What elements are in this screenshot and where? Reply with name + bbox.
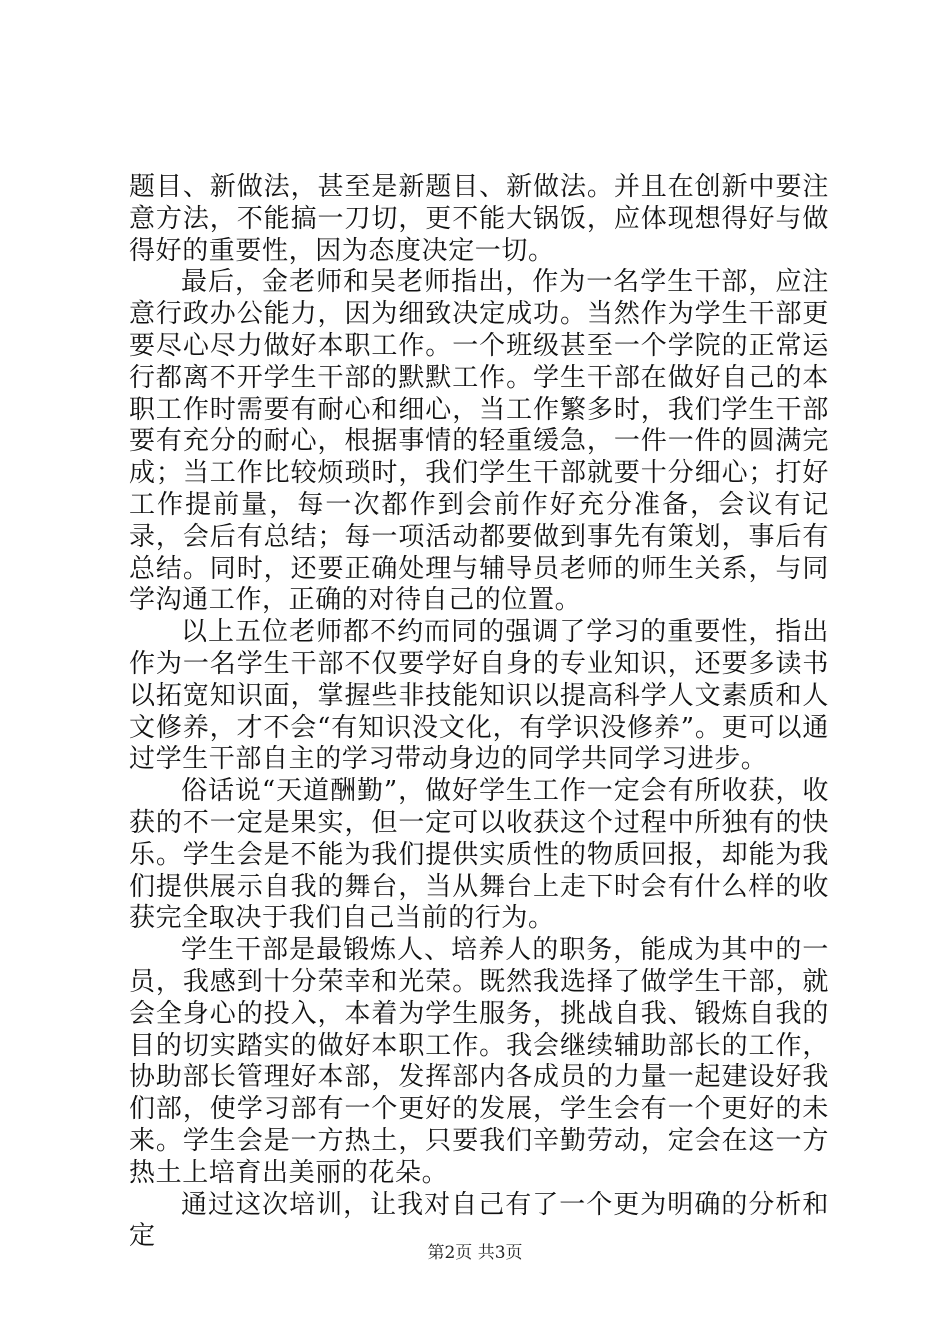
- paragraph: 学生干部是最锻炼人、培养人的职务，能成为其中的一员，我感到十分荣幸和光荣。既然我选择了做学生干部，就会全身心的投入，本着为学生服务，挑战自我、锻炼自我的目的切实踏实的做好本职工作。我会继续辅助部长的工作，协助部长管理好本部，发挥部内各成员的力量一起建设好我们部，使学习部有一个更好的发展，学生会有一个更好的未来。学生会是一方热土，只要我们辛勤劳动，定会在这一方热土上培育出美丽的花朵。: [129, 935, 829, 1188]
- paragraph: 通过这次培训，让我对自己有了一个更为明确的分析和定: [129, 1189, 829, 1252]
- page-number-footer: 第2页 共3页: [427, 1243, 523, 1263]
- paragraph: 俗话说“天道酬勤”，做好学生工作一定会有所收获，收获的不一定是果实，但一定可以收获这个过程中所独有的快乐。学生会是不能为我们提供实质性的物质回报，却能为我们提供展示自我的舞台，当从舞台上走下时会有什么样的收获完全取决于我们自己当前的行为。: [129, 776, 829, 934]
- document-body: [129, 172, 829, 1253]
- paragraph: 最后，金老师和吴老师指出，作为一名学生干部，应注意行政办公能力，因为细致决定成功。当然作为学生干部更要尽心尽力做好本职工作。一个班级甚至一个学院的正常运行都离不开学生干部的默默工作。学生干部在做好自己的本职工作时需要有耐心和细心，当工作繁多时，我们学生干部要有充分的耐心，根据事情的轻重缓急，一件一件的圆满完成；当工作比较烦琐时，我们学生干部就要十分细心；打好工作提前量，每一次都作到会前作好充分准备，会议有记录，会后有总结；每一项活动都要做到事先有策划，事后有总结。同时，还要正确处理与辅导员老师的师生关系，与同学沟通工作，正确的对待自己的位置。: [129, 267, 829, 616]
- paragraph: 题目、新做法，甚至是新题目、新做法。并且在创新中要注意方法，不能搞一刀切，更不能大锅饭，应体现想得好与做得好的重要性，因为态度决定一切。: [129, 172, 829, 266]
- paragraph: 以上五位老师都不约而同的强调了学习的重要性，指出作为一名学生干部不仅要学好自身的专业知识，还要多读书以拓宽知识面，掌握些非技能知识以提高科学人文素质和人文修养，才不会“有知识没文化，有学识没修养”。更可以通过学生干部自主的学习带动身边的同学共同学习进步。: [129, 617, 829, 775]
